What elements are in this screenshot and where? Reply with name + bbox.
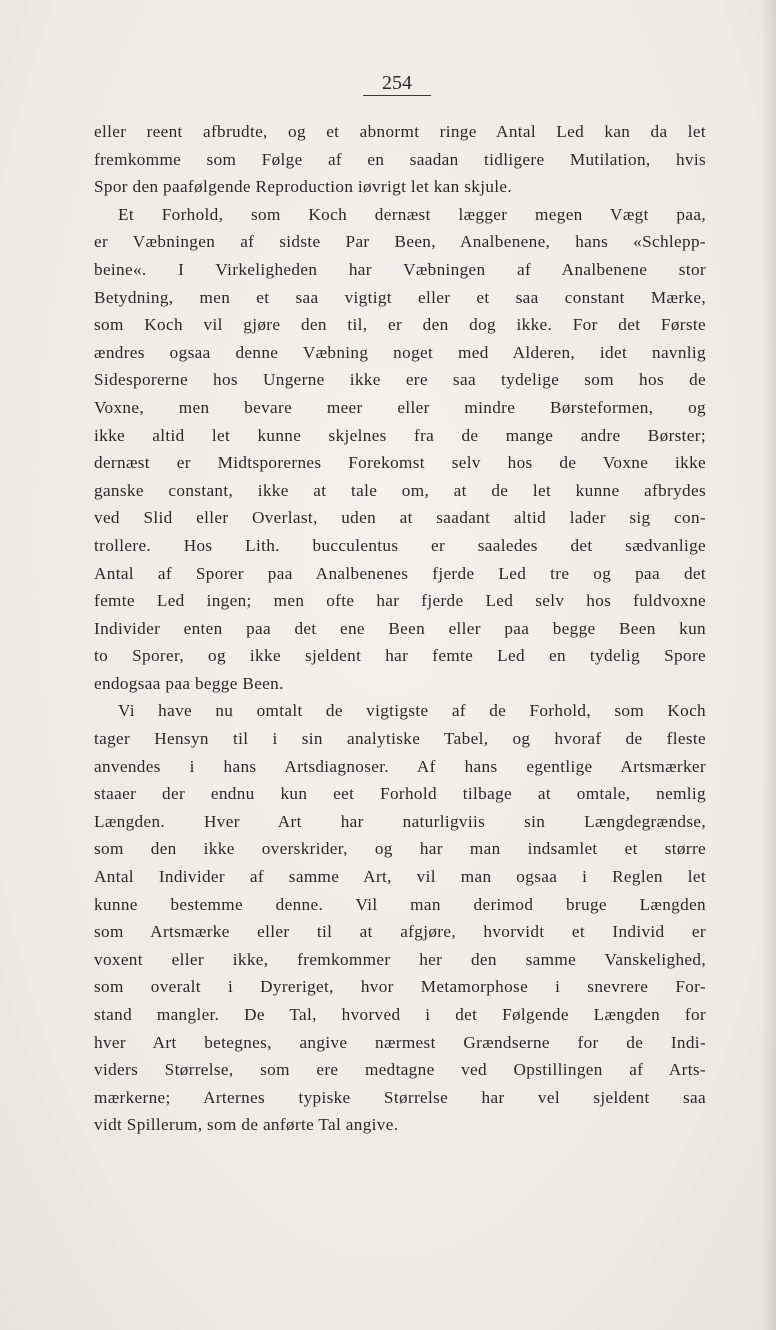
text-line: endogsaa paa begge Been.: [94, 673, 284, 693]
text-line: vidt Spillerum, som de anførte Tal angive.: [94, 1115, 399, 1135]
text-line: fremkomme som Følge af en saadan tidligere Mutilation, hvis: [94, 149, 706, 169]
text-line: Antal af Sporer paa Analbenenes fjerde Led tre og paa det: [94, 563, 706, 583]
text-line: Antal Individer af samme Art, vil man ogsaa i Reglen let: [94, 867, 706, 887]
text-line: som den ikke overskrider, og har man indsamlet et større: [94, 839, 706, 859]
text-line: Længden. Hver Art har naturligviis sin Længdegrændse,: [94, 811, 706, 831]
text-line: Et Forhold, som Koch dernæst lægger megen Vægt paa,: [118, 204, 706, 224]
text-line: femte Led ingen; men ofte har fjerde Led selv hos fuldvoxne: [94, 591, 706, 611]
text-line: Vi have nu omtalt de vigtigste af de Forhold, som Koch: [118, 701, 706, 721]
text-line: kunne bestemme denne. Vil man derimod bruge Længden: [94, 894, 706, 914]
text-line: som Koch vil gjøre den til, er den dog ikke. For det Første: [94, 315, 706, 335]
body-text: [94, 118, 706, 1139]
text-line: Individer enten paa det ene Been eller paa begge Been kun: [94, 618, 706, 638]
text-line: stand mangler. De Tal, hvorved i det Følgende Længden for: [94, 1005, 706, 1024]
text-line: dernæst er Midtsporernes Forekomst selv hos de Voxne ikke: [94, 453, 706, 473]
text-line: Sidesporerne hos Ungerne ikke ere saa tydelige som hos de: [94, 370, 706, 390]
text-line: ved Slid eller Overlast, uden at saadant altid lader sig con-: [94, 508, 706, 528]
text-line: voxent eller ikke, fremkommer her den samme Vanskelighed,: [94, 949, 706, 969]
text-line: Voxne, men bevare meer eller mindre Børsteformen, og: [94, 397, 706, 417]
text-line: som Artsmærke eller til at afgjøre, hvorvidt et Individ er: [94, 922, 706, 942]
text-line: tager Hensyn til i sin analytiske Tabel, og hvoraf de fleste: [94, 729, 706, 749]
text-line: hver Art betegnes, angive nærmest Grændserne for de Indi-: [94, 1032, 706, 1052]
text-line: Betydning, men et saa vigtigt eller et saa constant Mærke,: [94, 287, 706, 307]
text-line: beine«. I Virkeligheden har Væbningen af Analbenene stor: [94, 259, 706, 279]
text-line: Spor den paafølgende Reproduction iøvrigt let kan skjule.: [94, 177, 513, 197]
page-number-rule: [363, 95, 431, 96]
text-line: viders Størrelse, som ere medtagne ved Opstillingen af Arts-: [94, 1060, 706, 1080]
text-line: mærkerne; Arternes typiske Størrelse har vel sjeldent saa: [94, 1087, 706, 1107]
text-line: trollere. Hos Lith. bucculentus er saaledes det sædvanlige: [94, 535, 706, 555]
text-line: to Sporer, og ikke sjeldent har femte Led en tydelig Spore: [94, 646, 706, 666]
text-line: ikke altid let kunne skjelnes fra de mange andre Børster;: [94, 425, 706, 445]
text-line: eller reent afbrudte, og et abnormt ringe Antal Led kan da let: [94, 122, 706, 141]
text-line: ændres ogsaa denne Væbning noget med Alderen, idet navnlig: [94, 342, 706, 362]
text-line: som overalt i Dyreriget, hvor Metamorphose i snevrere For-: [94, 977, 706, 997]
text-line: er Væbningen af sidste Par Been, Analbenene, hans «Schlepp-: [94, 232, 706, 252]
text-line: ganske constant, ikke at tale om, at de let kunne afbrydes: [94, 480, 706, 500]
page-edge-shadow: [762, 0, 776, 1330]
text-line: anvendes i hans Artsdiagnoser. Af hans egentlige Artsmærker: [94, 756, 706, 776]
page-number: 254: [382, 72, 412, 94]
text-line: staaer der endnu kun eet Forhold tilbage at omtale, nemlig: [94, 784, 706, 804]
